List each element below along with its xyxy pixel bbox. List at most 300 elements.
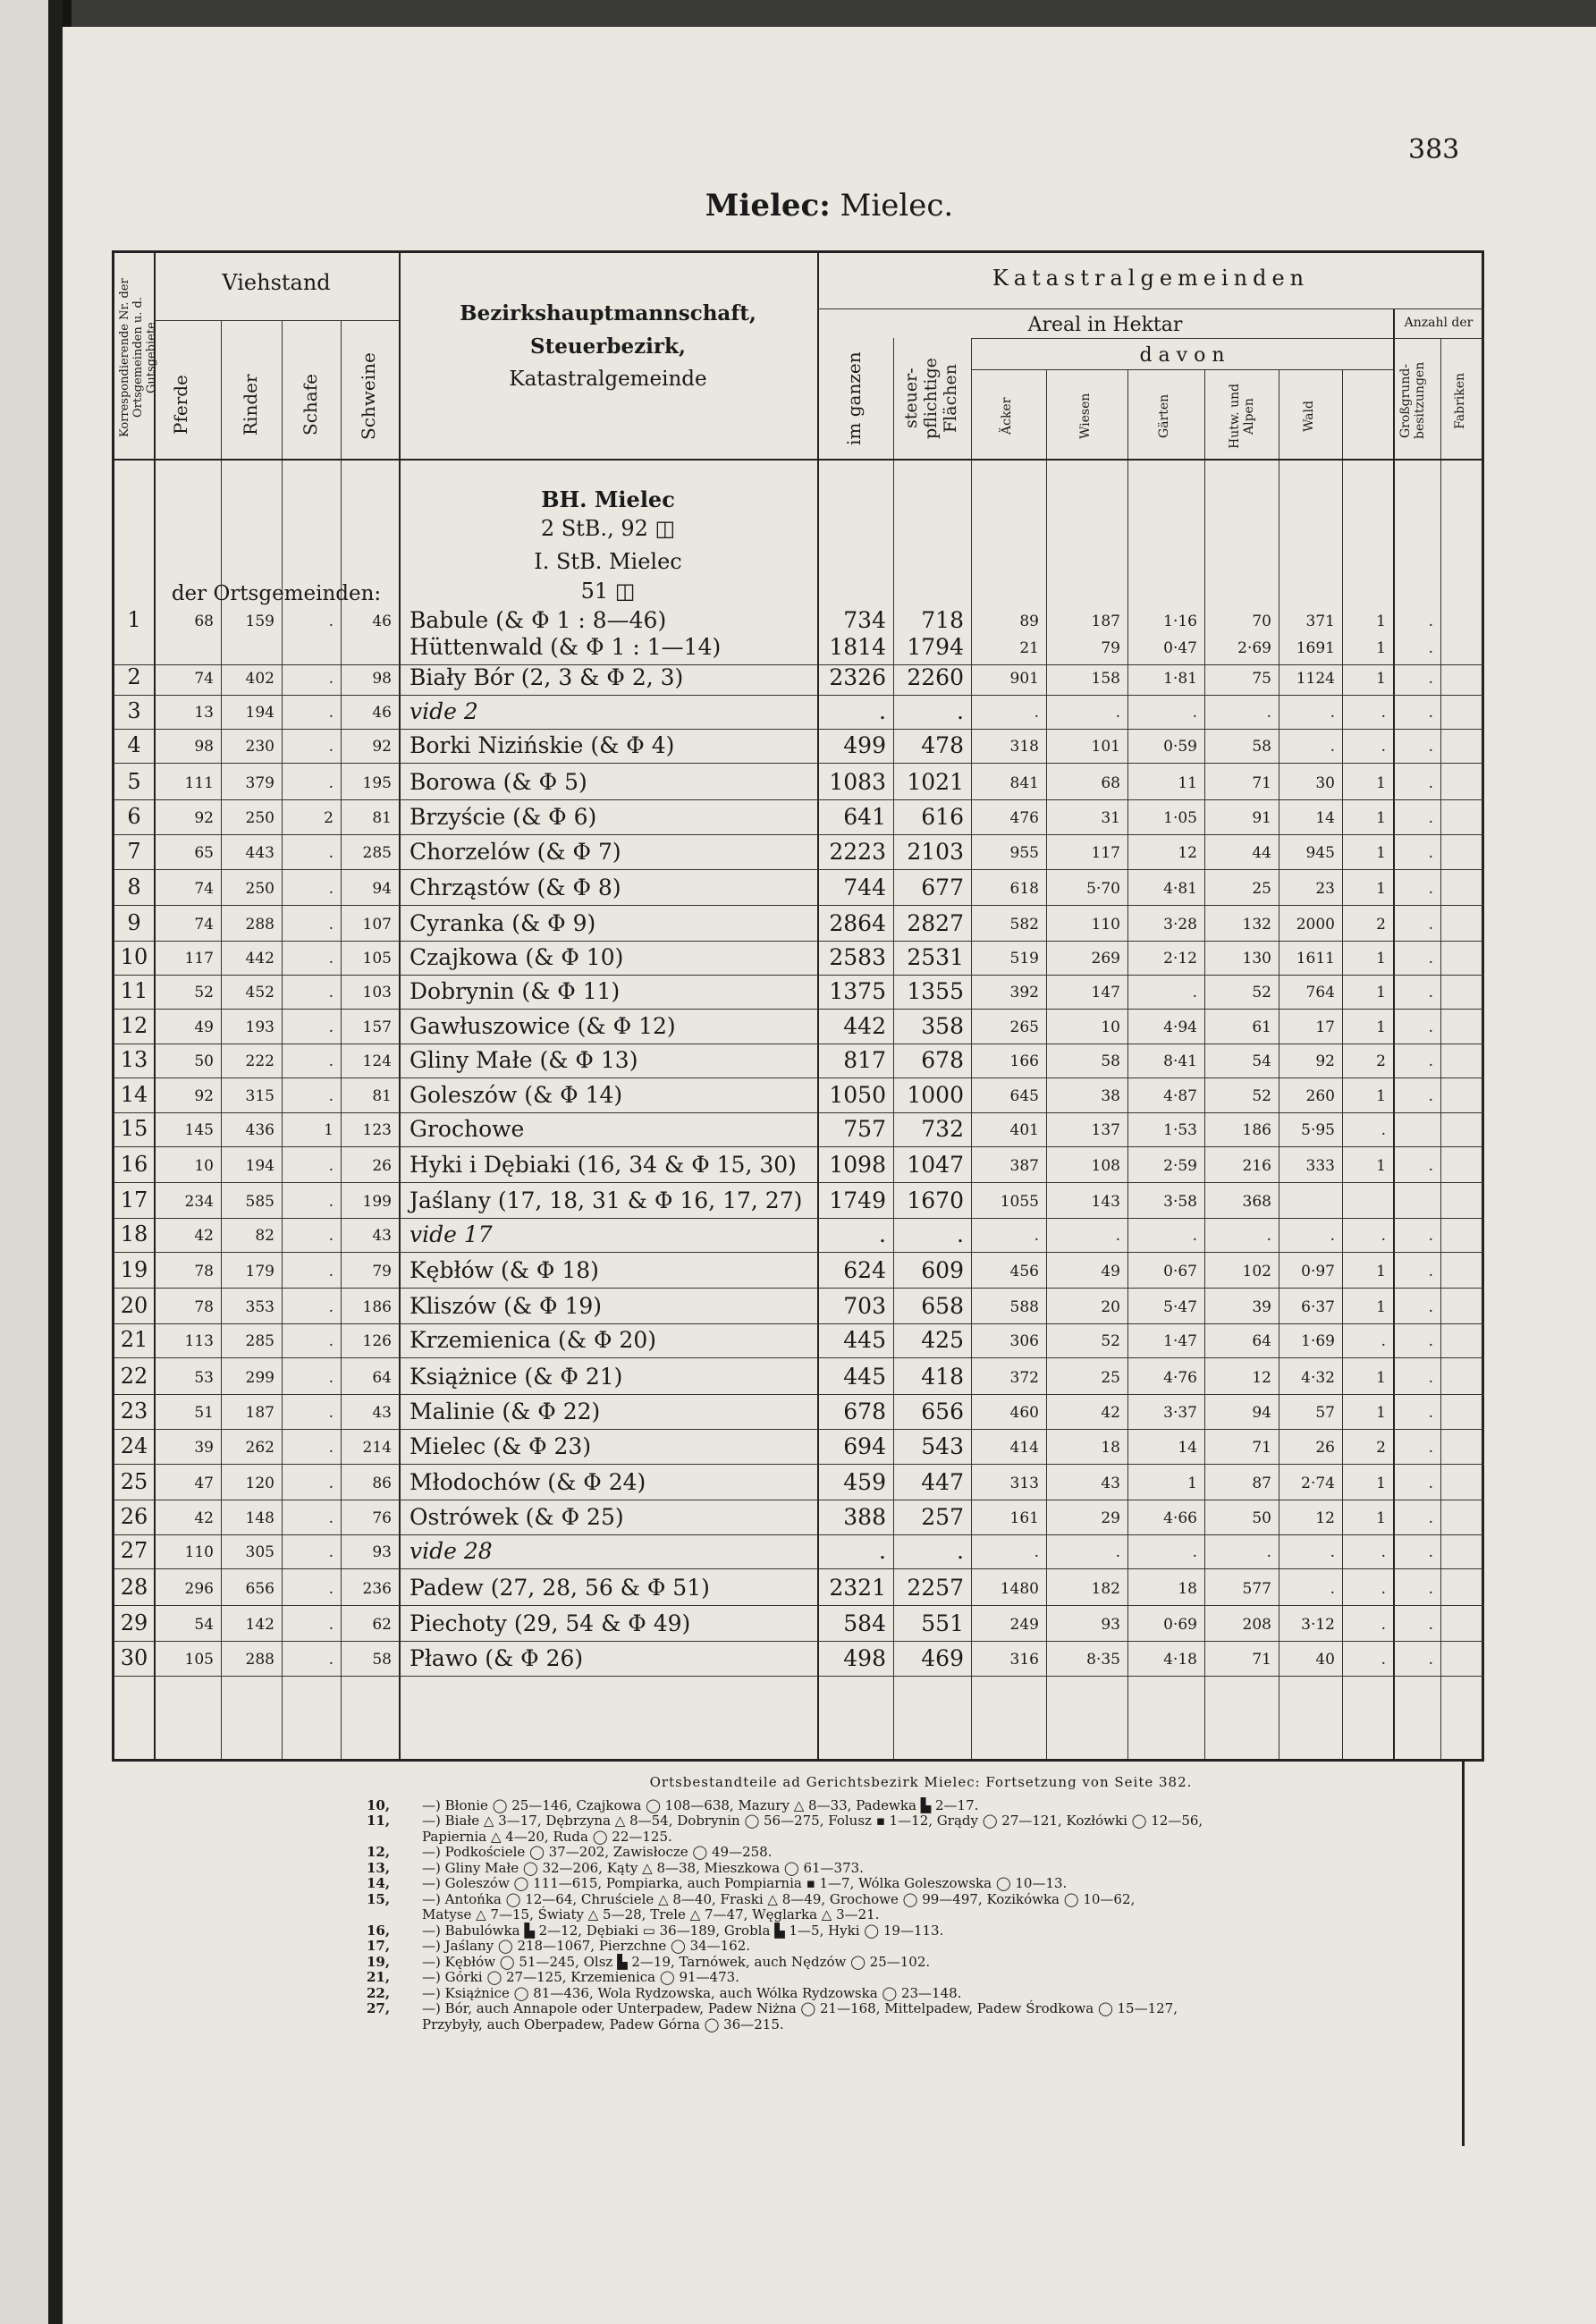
cell-s: 1021 <box>907 769 964 795</box>
cell-a: 313 <box>1009 1475 1039 1492</box>
cell-katastralgemeinde: Gliny Małe (& Φ 13) <box>410 1047 638 1073</box>
page-number: 383 <box>1408 134 1460 165</box>
cell-ga: 1 <box>1187 1475 1197 1492</box>
cell-h: 208 <box>1242 1616 1271 1634</box>
cell-ri: 194 <box>245 704 274 722</box>
cell-h: 130 <box>1242 950 1271 968</box>
row-separator <box>114 1077 1484 1078</box>
row-separator <box>114 1429 1484 1430</box>
cell-wa: 17 <box>1315 1018 1335 1036</box>
cell-h: 102 <box>1242 1263 1271 1280</box>
footnote-line <box>367 1845 1475 1861</box>
cell-s: 469 <box>921 1645 964 1671</box>
row-separator <box>114 1288 1484 1289</box>
cell-wa: 23 <box>1315 880 1335 898</box>
cell-pf: 54 <box>194 1616 214 1634</box>
cell-f: . <box>1428 1227 1433 1245</box>
footnote-text: —) Błonie ◯ 25—146, Czajkowa ◯ 108—638, Mazury △ 8—33, Padewka ▙ 2—17. <box>422 1796 979 1813</box>
cell-a: 841 <box>1009 774 1039 792</box>
header-anzahl: Anzahl der <box>1404 316 1474 330</box>
cell-f: . <box>1428 1439 1433 1457</box>
cell-s: 478 <box>921 732 964 758</box>
cell-h: 39 <box>1252 1298 1271 1316</box>
cell-sf: . <box>328 613 334 630</box>
cell-pf: 78 <box>194 1298 214 1316</box>
cell-wa: 1691 <box>1296 639 1335 657</box>
cell-gr: 1 <box>1376 1018 1386 1036</box>
cell-no: 28 <box>120 1575 148 1600</box>
cell-no: 21 <box>120 1327 148 1352</box>
cell-sf: . <box>328 774 334 792</box>
cell-no: 27 <box>120 1538 148 1563</box>
cell-w: 269 <box>1091 950 1120 968</box>
cell-ga: . <box>1192 1543 1197 1561</box>
cell-f: . <box>1428 984 1433 1001</box>
cell-g: . <box>879 1538 886 1564</box>
cell-sw: 86 <box>372 1475 392 1492</box>
cell-sw: 64 <box>372 1369 392 1387</box>
cell-h: 132 <box>1242 916 1271 934</box>
header-im-ganzen: im ganzen <box>843 351 865 445</box>
cell-w: 158 <box>1091 670 1120 688</box>
cell-no: 17 <box>120 1187 148 1213</box>
cell-wa: 30 <box>1315 774 1335 792</box>
cell-katastralgemeinde: Piechoty (29, 54 & Φ 49) <box>410 1610 691 1636</box>
cell-f: . <box>1428 774 1433 792</box>
cell-gr: . <box>1381 1543 1386 1561</box>
cell-no: 20 <box>120 1293 148 1318</box>
header-davon: d a v o n <box>1139 344 1225 367</box>
cell-ga: 2·59 <box>1163 1157 1197 1175</box>
cell-h: 70 <box>1252 613 1271 630</box>
cell-sf: . <box>328 704 334 722</box>
document-page <box>63 27 1596 2324</box>
cell-sf: . <box>328 1580 334 1598</box>
cell-w: 108 <box>1091 1157 1120 1175</box>
cell-g: . <box>879 1221 886 1247</box>
footnote-line <box>367 1876 1475 1892</box>
title-subdistrict: Mielec. <box>830 188 954 224</box>
cell-katastralgemeinde: Borki Nizińskie (& Φ 4) <box>410 732 675 758</box>
cell-wa: 3·12 <box>1301 1616 1335 1634</box>
cell-katastralgemeinde: Dobrynin (& Φ 11) <box>410 978 621 1004</box>
cell-wa: 5·95 <box>1301 1121 1335 1139</box>
footnote-key: 12, <box>367 1844 391 1860</box>
cell-gr: . <box>1381 1580 1386 1598</box>
cell-ri: 379 <box>245 774 274 792</box>
row-separator <box>114 1568 1484 1569</box>
cell-ga: 3·28 <box>1163 916 1197 934</box>
cell-a: 582 <box>1009 916 1039 934</box>
cell-g: 1749 <box>829 1187 886 1213</box>
cell-w: 20 <box>1101 1298 1120 1316</box>
cell-sw: 43 <box>372 1227 392 1245</box>
cell-s: 2260 <box>907 664 964 690</box>
cell-katastralgemeinde: Babule (& Φ 1 : 8—46) <box>410 607 667 633</box>
cell-s: 543 <box>921 1433 964 1459</box>
cell-a: 476 <box>1009 809 1039 827</box>
cell-no: 5 <box>127 769 141 794</box>
row-separator <box>114 664 1484 665</box>
cell-gr: . <box>1381 1616 1386 1634</box>
cell-a: 392 <box>1009 984 1039 1001</box>
cell-katastralgemeinde: Grochowe <box>410 1116 525 1142</box>
cell-w: 25 <box>1101 1369 1120 1387</box>
cell-w: 42 <box>1101 1404 1120 1422</box>
cell-sw: 58 <box>372 1651 392 1669</box>
cell-ri: 142 <box>245 1616 274 1634</box>
cell-katastralgemeinde: Chorzelów (& Φ 7) <box>410 839 621 865</box>
cell-sw: 123 <box>362 1121 392 1139</box>
cell-a: 588 <box>1009 1298 1039 1316</box>
cell-a: 901 <box>1009 670 1039 688</box>
cell-w: 68 <box>1101 774 1120 792</box>
cell-a: 21 <box>1019 639 1039 657</box>
cell-wa: . <box>1330 704 1335 722</box>
row-separator <box>114 1112 1484 1113</box>
cell-g: 2326 <box>829 664 886 690</box>
cell-no: 24 <box>120 1433 148 1458</box>
cell-wa: 371 <box>1305 613 1335 630</box>
cell-sw: 157 <box>362 1018 392 1036</box>
cell-g: . <box>879 698 886 724</box>
footnote-text: —) Białe △ 3—17, Dębrzyna △ 8—54, Dobrynin ◯ 56—275, Folusz ▪ 1—12, Grądy ◯ 27—121, Kozłówki ◯ 12—56, <box>422 1813 1203 1829</box>
cell-katastralgemeinde: Goleszów (& Φ 14) <box>410 1082 623 1108</box>
cell-h: 368 <box>1242 1193 1271 1211</box>
footnote-line <box>367 1798 1475 1814</box>
cell-gr: . <box>1381 738 1386 756</box>
cell-gr: 2 <box>1376 1052 1386 1070</box>
row-separator <box>114 799 1484 800</box>
cell-katastralgemeinde: vide 17 <box>410 1221 493 1247</box>
cell-g: 2864 <box>829 910 886 936</box>
cell-wa: 14 <box>1315 809 1335 827</box>
cell-s: . <box>957 698 964 724</box>
footnote-text: —) Gliny Małe ◯ 32—206, Kąty △ 8—38, Mieszkowa ◯ 61—373. <box>422 1859 864 1876</box>
cell-sw: 199 <box>362 1193 392 1211</box>
cell-sf: . <box>328 916 334 934</box>
cell-katastralgemeinde: Pławo (& Φ 26) <box>410 1645 584 1671</box>
cell-g: 2321 <box>829 1575 886 1601</box>
cell-ri: 353 <box>245 1298 274 1316</box>
footnote-key: 13, <box>367 1859 391 1876</box>
cell-a: 318 <box>1009 738 1039 756</box>
cell-sf: . <box>328 1263 334 1280</box>
cell-h: 61 <box>1252 1018 1271 1036</box>
cell-ga: 0·67 <box>1163 1263 1197 1280</box>
cell-no: 26 <box>120 1504 148 1529</box>
cell-katastralgemeinde: Malinie (& Φ 22) <box>410 1399 601 1424</box>
cell-h: 186 <box>1242 1121 1271 1139</box>
cell-f: . <box>1428 1404 1433 1422</box>
cell-sw: 81 <box>372 809 392 827</box>
header-wald: Wald <box>1302 401 1316 432</box>
header-bh-line3: Katastralgemeinde <box>509 368 707 391</box>
cell-h: 577 <box>1242 1580 1271 1598</box>
cell-w: 187 <box>1091 613 1120 630</box>
cell-w: 18 <box>1101 1439 1120 1457</box>
cell-katastralgemeinde: Brzyście (& Φ 6) <box>410 804 597 830</box>
cell-a: 249 <box>1009 1616 1039 1634</box>
cell-w: 79 <box>1101 639 1120 657</box>
cell-pf: 10 <box>194 1157 214 1175</box>
footnote-text: —) Górki ◯ 27—125, Krzemienica ◯ 91—473. <box>422 1969 739 1985</box>
intro-stb1: I. StB. Mielec <box>534 549 682 574</box>
cell-ri: 193 <box>245 1018 274 1036</box>
cell-ri: 230 <box>245 738 274 756</box>
row-separator <box>114 975 1484 976</box>
cell-katastralgemeinde: Czajkowa (& Φ 10) <box>410 944 624 970</box>
header-hutw: Hutw. und Alpen <box>1228 383 1256 450</box>
header-acker: Äcker <box>1000 397 1014 435</box>
footnote-key: 14, <box>367 1875 391 1891</box>
cell-g: 1050 <box>829 1082 886 1108</box>
cell-gr: 1 <box>1376 984 1386 1001</box>
cell-f: . <box>1428 1052 1433 1070</box>
cell-g: 641 <box>843 804 886 830</box>
cell-a: 456 <box>1009 1263 1039 1280</box>
cell-ga: . <box>1192 704 1197 722</box>
cell-no: 14 <box>120 1082 148 1107</box>
cell-ga: 8·41 <box>1163 1052 1197 1070</box>
cell-sw: 195 <box>362 774 392 792</box>
cell-ri: 443 <box>245 844 274 862</box>
cell-f: . <box>1428 1580 1433 1598</box>
footnote-key <box>367 1830 422 1846</box>
footnote-line <box>367 2001 1475 2017</box>
cell-pf: 53 <box>194 1369 214 1387</box>
cell-g: 1098 <box>829 1152 886 1178</box>
header-rinder: Rinder <box>240 374 261 436</box>
cell-ri: 250 <box>245 880 274 898</box>
cell-a: 955 <box>1009 844 1039 862</box>
cell-ga: 4·87 <box>1163 1087 1197 1105</box>
cell-sf: . <box>328 670 334 688</box>
cell-g: 817 <box>843 1047 886 1073</box>
cell-wa: 764 <box>1305 984 1335 1001</box>
cell-f: . <box>1428 1332 1433 1350</box>
cell-h: 54 <box>1252 1052 1271 1070</box>
intro-bh: BH. Mielec <box>541 486 675 512</box>
cell-pf: 92 <box>194 809 214 827</box>
cell-gr: 1 <box>1376 1157 1386 1175</box>
cell-wa: 260 <box>1305 1087 1335 1105</box>
cell-no: 13 <box>120 1047 148 1072</box>
cell-g: 445 <box>843 1327 886 1353</box>
footnote-key: 16, <box>367 1922 391 1939</box>
cell-f: . <box>1428 844 1433 862</box>
cell-h: 71 <box>1252 774 1271 792</box>
row-separator <box>114 905 1484 906</box>
cell-ga: 11 <box>1178 774 1197 792</box>
cell-h: . <box>1266 704 1271 722</box>
cell-ga: 5·47 <box>1163 1298 1197 1316</box>
cell-ga: 0·59 <box>1163 738 1197 756</box>
cell-sf: . <box>328 1157 334 1175</box>
cell-ga: 4·76 <box>1163 1369 1197 1387</box>
cell-ga: 4·66 <box>1163 1509 1197 1527</box>
footnote-text: Papiernia △ 4—20, Ruda ◯ 22—125. <box>422 1828 672 1845</box>
cell-w: 58 <box>1101 1052 1120 1070</box>
cell-w: 31 <box>1101 809 1120 827</box>
cell-w: . <box>1115 704 1120 722</box>
cell-w: 10 <box>1101 1018 1120 1036</box>
cell-a: 372 <box>1009 1369 1039 1387</box>
cell-no: 6 <box>127 804 141 829</box>
cell-pf: 42 <box>194 1509 214 1527</box>
cell-a: 401 <box>1009 1121 1039 1139</box>
intro-stb: 2 StB., 92 ◫ <box>540 516 676 541</box>
cell-a: 519 <box>1009 950 1039 968</box>
cell-no: 19 <box>120 1257 148 1282</box>
cell-f: . <box>1428 1087 1433 1105</box>
cell-gr: 1 <box>1376 1404 1386 1422</box>
cell-pf: 78 <box>194 1263 214 1280</box>
cell-f: . <box>1428 1263 1433 1280</box>
cell-ga: 3·58 <box>1163 1193 1197 1211</box>
cell-pf: 52 <box>194 984 214 1001</box>
cell-f: . <box>1428 950 1433 968</box>
cell-wa: 2·74 <box>1301 1475 1335 1492</box>
header-schweine: Schweine <box>358 352 379 440</box>
cell-wa: 333 <box>1305 1157 1335 1175</box>
cell-ri: 442 <box>245 950 274 968</box>
cell-ga: 4·94 <box>1163 1018 1197 1036</box>
cell-gr: 1 <box>1376 950 1386 968</box>
header-gaerten: Gärten <box>1157 393 1171 439</box>
cell-sf: . <box>328 844 334 862</box>
cell-g: 442 <box>843 1013 886 1039</box>
cell-pf: 51 <box>194 1404 214 1422</box>
cell-katastralgemeinde: Mielec (& Φ 23) <box>410 1433 592 1459</box>
cell-f: . <box>1428 639 1433 657</box>
page-title <box>63 188 1596 224</box>
cell-s: 732 <box>921 1116 964 1142</box>
cell-s: 678 <box>921 1047 964 1073</box>
row-separator <box>114 1534 1484 1535</box>
row-separator <box>114 1146 1484 1147</box>
cell-ri: 288 <box>245 1651 274 1669</box>
cell-h: 2·69 <box>1237 639 1271 657</box>
cell-h: 12 <box>1252 1369 1271 1387</box>
cell-s: 677 <box>921 875 964 900</box>
intro-count: 51 ◫ <box>580 579 636 604</box>
cell-no: 3 <box>127 698 141 723</box>
cell-h: 58 <box>1252 738 1271 756</box>
cell-h: 94 <box>1252 1404 1271 1422</box>
cell-g: 624 <box>843 1257 886 1283</box>
cell-ga: 1·53 <box>1163 1121 1197 1139</box>
footnote-key: 15, <box>367 1890 391 1907</box>
cell-gr: 1 <box>1376 1369 1386 1387</box>
cell-f: . <box>1428 1509 1433 1527</box>
cell-sw: 186 <box>362 1298 392 1316</box>
cell-gr: 1 <box>1376 670 1386 688</box>
cell-f: . <box>1428 1616 1433 1634</box>
footnote-line <box>367 1907 1475 1923</box>
cell-ri: 148 <box>245 1509 274 1527</box>
cell-no: 16 <box>120 1152 148 1177</box>
cell-h: . <box>1266 1227 1271 1245</box>
cell-katastralgemeinde: Chrząstów (& Φ 8) <box>410 875 621 900</box>
cell-s: 358 <box>921 1013 964 1039</box>
cell-katastralgemeinde: Biały Bór (2, 3 & Φ 2, 3) <box>410 664 684 690</box>
cell-no: 12 <box>120 1013 148 1038</box>
cell-wa: 6·37 <box>1301 1298 1335 1316</box>
cell-pf: 92 <box>194 1087 214 1105</box>
cell-sw: 105 <box>362 950 392 968</box>
cell-g: 694 <box>843 1433 886 1459</box>
cell-f: . <box>1428 704 1433 722</box>
footnote-key: 27, <box>367 2000 391 2016</box>
cell-sw: 126 <box>362 1332 392 1350</box>
statistics-table <box>112 250 1484 1762</box>
cell-s: 718 <box>921 607 964 633</box>
cell-sw: 107 <box>362 916 392 934</box>
cell-wa: 40 <box>1315 1651 1335 1669</box>
cell-w: 49 <box>1101 1263 1120 1280</box>
cell-g: 734 <box>843 607 886 633</box>
cell-gr: 1 <box>1376 809 1386 827</box>
footnote-key <box>367 2017 422 2033</box>
cell-h: 216 <box>1242 1157 1271 1175</box>
cell-wa: . <box>1330 1543 1335 1561</box>
cell-sf: . <box>328 1616 334 1634</box>
row-separator <box>114 1357 1484 1358</box>
cell-ga: 0·69 <box>1163 1616 1197 1634</box>
row-separator <box>114 1323 1484 1324</box>
footnote-key: 21, <box>367 1969 391 1985</box>
cell-katastralgemeinde: Hüttenwald (& Φ 1 : 1—14) <box>410 634 722 660</box>
cell-a: 161 <box>1009 1509 1039 1527</box>
cell-wa: 945 <box>1305 844 1335 862</box>
footnote-line <box>367 1861 1475 1877</box>
cell-sf: . <box>328 1651 334 1669</box>
header-corr-no: Korrespondierende Nr. der Ortsgemeinden u. d. Gutsgebiete <box>118 278 158 437</box>
cell-katastralgemeinde: Krzemienica (& Φ 20) <box>410 1327 657 1353</box>
cell-s: 425 <box>921 1327 964 1353</box>
cell-sw: 43 <box>372 1404 392 1422</box>
cell-no: 4 <box>127 732 141 757</box>
cell-sf: . <box>328 1087 334 1105</box>
cell-w: 147 <box>1091 984 1120 1001</box>
cell-wa: 92 <box>1315 1052 1335 1070</box>
cell-h: 87 <box>1252 1475 1271 1492</box>
cell-sw: 93 <box>372 1543 392 1561</box>
cell-s: 656 <box>921 1399 964 1424</box>
cell-wa: . <box>1330 1580 1335 1598</box>
cell-sf: . <box>328 1227 334 1245</box>
cell-a: 387 <box>1009 1157 1039 1175</box>
cell-s: 257 <box>921 1504 964 1530</box>
cell-a: 166 <box>1009 1052 1039 1070</box>
cell-sw: 92 <box>372 738 392 756</box>
footnotes-heading: Ortsbestandteile ad Gerichtsbezirk Mielec: Fortsetzung von Seite 382. <box>649 1774 1193 1790</box>
cell-ga: 2·12 <box>1163 950 1197 968</box>
header-wiesen: Wiesen <box>1078 393 1093 440</box>
cell-sf: 1 <box>324 1121 334 1139</box>
cell-w: 137 <box>1091 1121 1120 1139</box>
intro-ortsgemeinden: der Ortsgemeinden: <box>171 582 382 605</box>
cell-ri: 656 <box>245 1580 274 1598</box>
cell-wa: . <box>1330 1227 1335 1245</box>
footnote-text: —) Książnice ◯ 81—436, Wola Rydzowska, auch Wólka Rydzowska ◯ 23—148. <box>422 1984 962 2001</box>
cell-no: 22 <box>120 1364 148 1389</box>
cell-gr: . <box>1381 1121 1386 1139</box>
cell-ri: 222 <box>245 1052 274 1070</box>
cell-s: 609 <box>921 1257 964 1283</box>
cell-a: 1055 <box>1000 1193 1039 1211</box>
